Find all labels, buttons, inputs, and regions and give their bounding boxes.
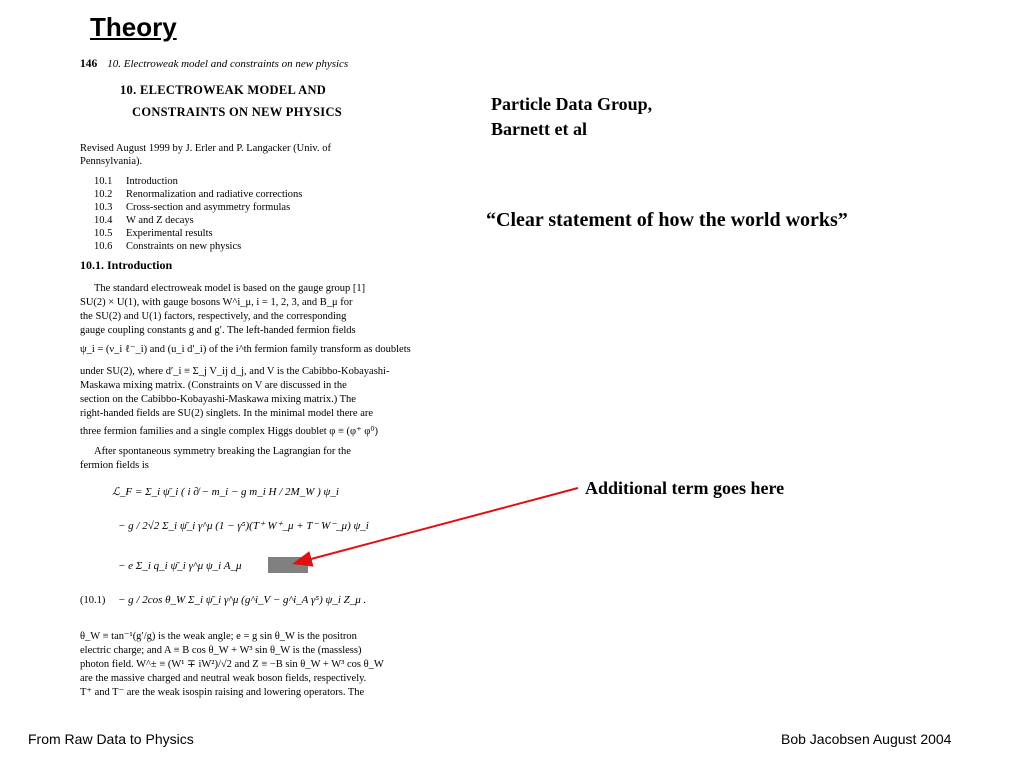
- para-line: gauge coupling constants g and g′. The left-handed fermion fields: [80, 325, 356, 336]
- citation-line-1: Particle Data Group,: [491, 94, 653, 114]
- equation-line: ℒ_F = Σ_i ψ̄_i ( i ∂̸ − m_i − g m_i H / 2M_W ) ψ_i: [112, 486, 339, 498]
- para-line: T⁺ and T⁻ are the weak isospin raising and lowering operators. The: [80, 687, 365, 698]
- para-line: photon field. W^± ≡ (W¹ ∓ iW²)/√2 and Z ≡ −B sin θ_W + W³ cos θ_W: [80, 659, 384, 670]
- para-line: After spontaneous symmetry breaking the Lagrangian for the: [94, 446, 351, 457]
- para-line: the SU(2) and U(1) factors, respectively, and the corresponding: [80, 311, 347, 322]
- para-line: SU(2) × U(1), with gauge bosons W^i_μ, i = 1, 2, 3, and B_μ for: [80, 297, 353, 308]
- revised-line-2: Pennsylvania).: [80, 156, 143, 167]
- page-number: 146: [80, 58, 98, 70]
- para-line: right-handed fields are SU(2) singlets. In the minimal model there are: [80, 408, 374, 419]
- para-line: ψ_i = (ν_i ℓ⁻_i) and (u_i d′_i) of the i^th fermion family transform as doublets: [80, 344, 411, 355]
- equation-line: − g / 2cos θ_W Σ_i ψ̄_i γ^μ (g^i_V − g^i_A γ⁵) ψ_i Z_μ .: [118, 594, 367, 606]
- chapter-title-line-1: 10. ELECTROWEAK MODEL AND: [120, 83, 327, 97]
- toc-item: 10.4 W and Z decays: [94, 215, 194, 226]
- para-line: section on the Cabibbo-Kobayashi-Maskawa mixing matrix.) The: [80, 394, 356, 405]
- revised-line-1: Revised August 1999 by J. Erler and P. Langacker (Univ. of: [80, 143, 331, 154]
- toc-item: 10.5 Experimental results: [94, 228, 213, 239]
- citation-line-2: Barnett et al: [491, 119, 587, 139]
- para-line: are the massive charged and neutral weak boson fields, respectively.: [80, 673, 367, 684]
- section-heading: 10.1. Introduction: [80, 258, 173, 272]
- toc-item: 10.3 Cross-section and asymmetry formulas: [94, 202, 291, 213]
- slide-title: Theory: [90, 12, 177, 42]
- equation-line: − g / 2√2 Σ_i ψ̄_i γ^μ (1 − γ⁵)(T⁺ W⁺_μ + T⁻ W⁻_μ) ψ_i: [118, 520, 369, 532]
- equation-line: − e Σ_i q_i ψ̄_i γ^μ ψ_i A_μ: [118, 560, 242, 572]
- chapter-title-line-2: CONSTRAINTS ON NEW PHYSICS: [132, 105, 343, 119]
- para-line: under SU(2), where d′_i ≡ Σ_j V_ij d_j, and V is the Cabibbo-Kobayashi-: [80, 366, 390, 377]
- para-line: electric charge; and A ≡ B cos θ_W + W³ sin θ_W is the (massless): [80, 645, 362, 656]
- annotation-text: Additional term goes here: [585, 478, 785, 498]
- running-head-text: 10. Electroweak model and constraints on new physics: [107, 58, 349, 70]
- para-line: The standard electroweak model is based on the gauge group [1]: [94, 283, 366, 294]
- para-line: fermion fields is: [80, 460, 149, 471]
- para-line: three fermion families and a single complex Higgs doublet φ ≡ (φ⁺ φ⁰): [80, 426, 379, 437]
- footer-left: From Raw Data to Physics: [28, 731, 194, 747]
- para-line: Maskawa mixing matrix. (Constraints on V are discussed in the: [80, 380, 347, 391]
- footer-right: Bob Jacobsen August 2004: [781, 731, 952, 747]
- equation-number: (10.1): [80, 595, 106, 606]
- toc-item: 10.1 Introduction: [94, 176, 178, 187]
- arrow-line: [296, 488, 578, 563]
- quote-text: “Clear statement of how the world works”: [486, 209, 848, 231]
- toc-item: 10.2 Renormalization and radiative corrections: [94, 189, 303, 200]
- toc-item: 10.6 Constraints on new physics: [94, 241, 242, 252]
- para-line: θ_W ≡ tan⁻¹(g′/g) is the weak angle; e = g sin θ_W is the positron: [80, 631, 357, 642]
